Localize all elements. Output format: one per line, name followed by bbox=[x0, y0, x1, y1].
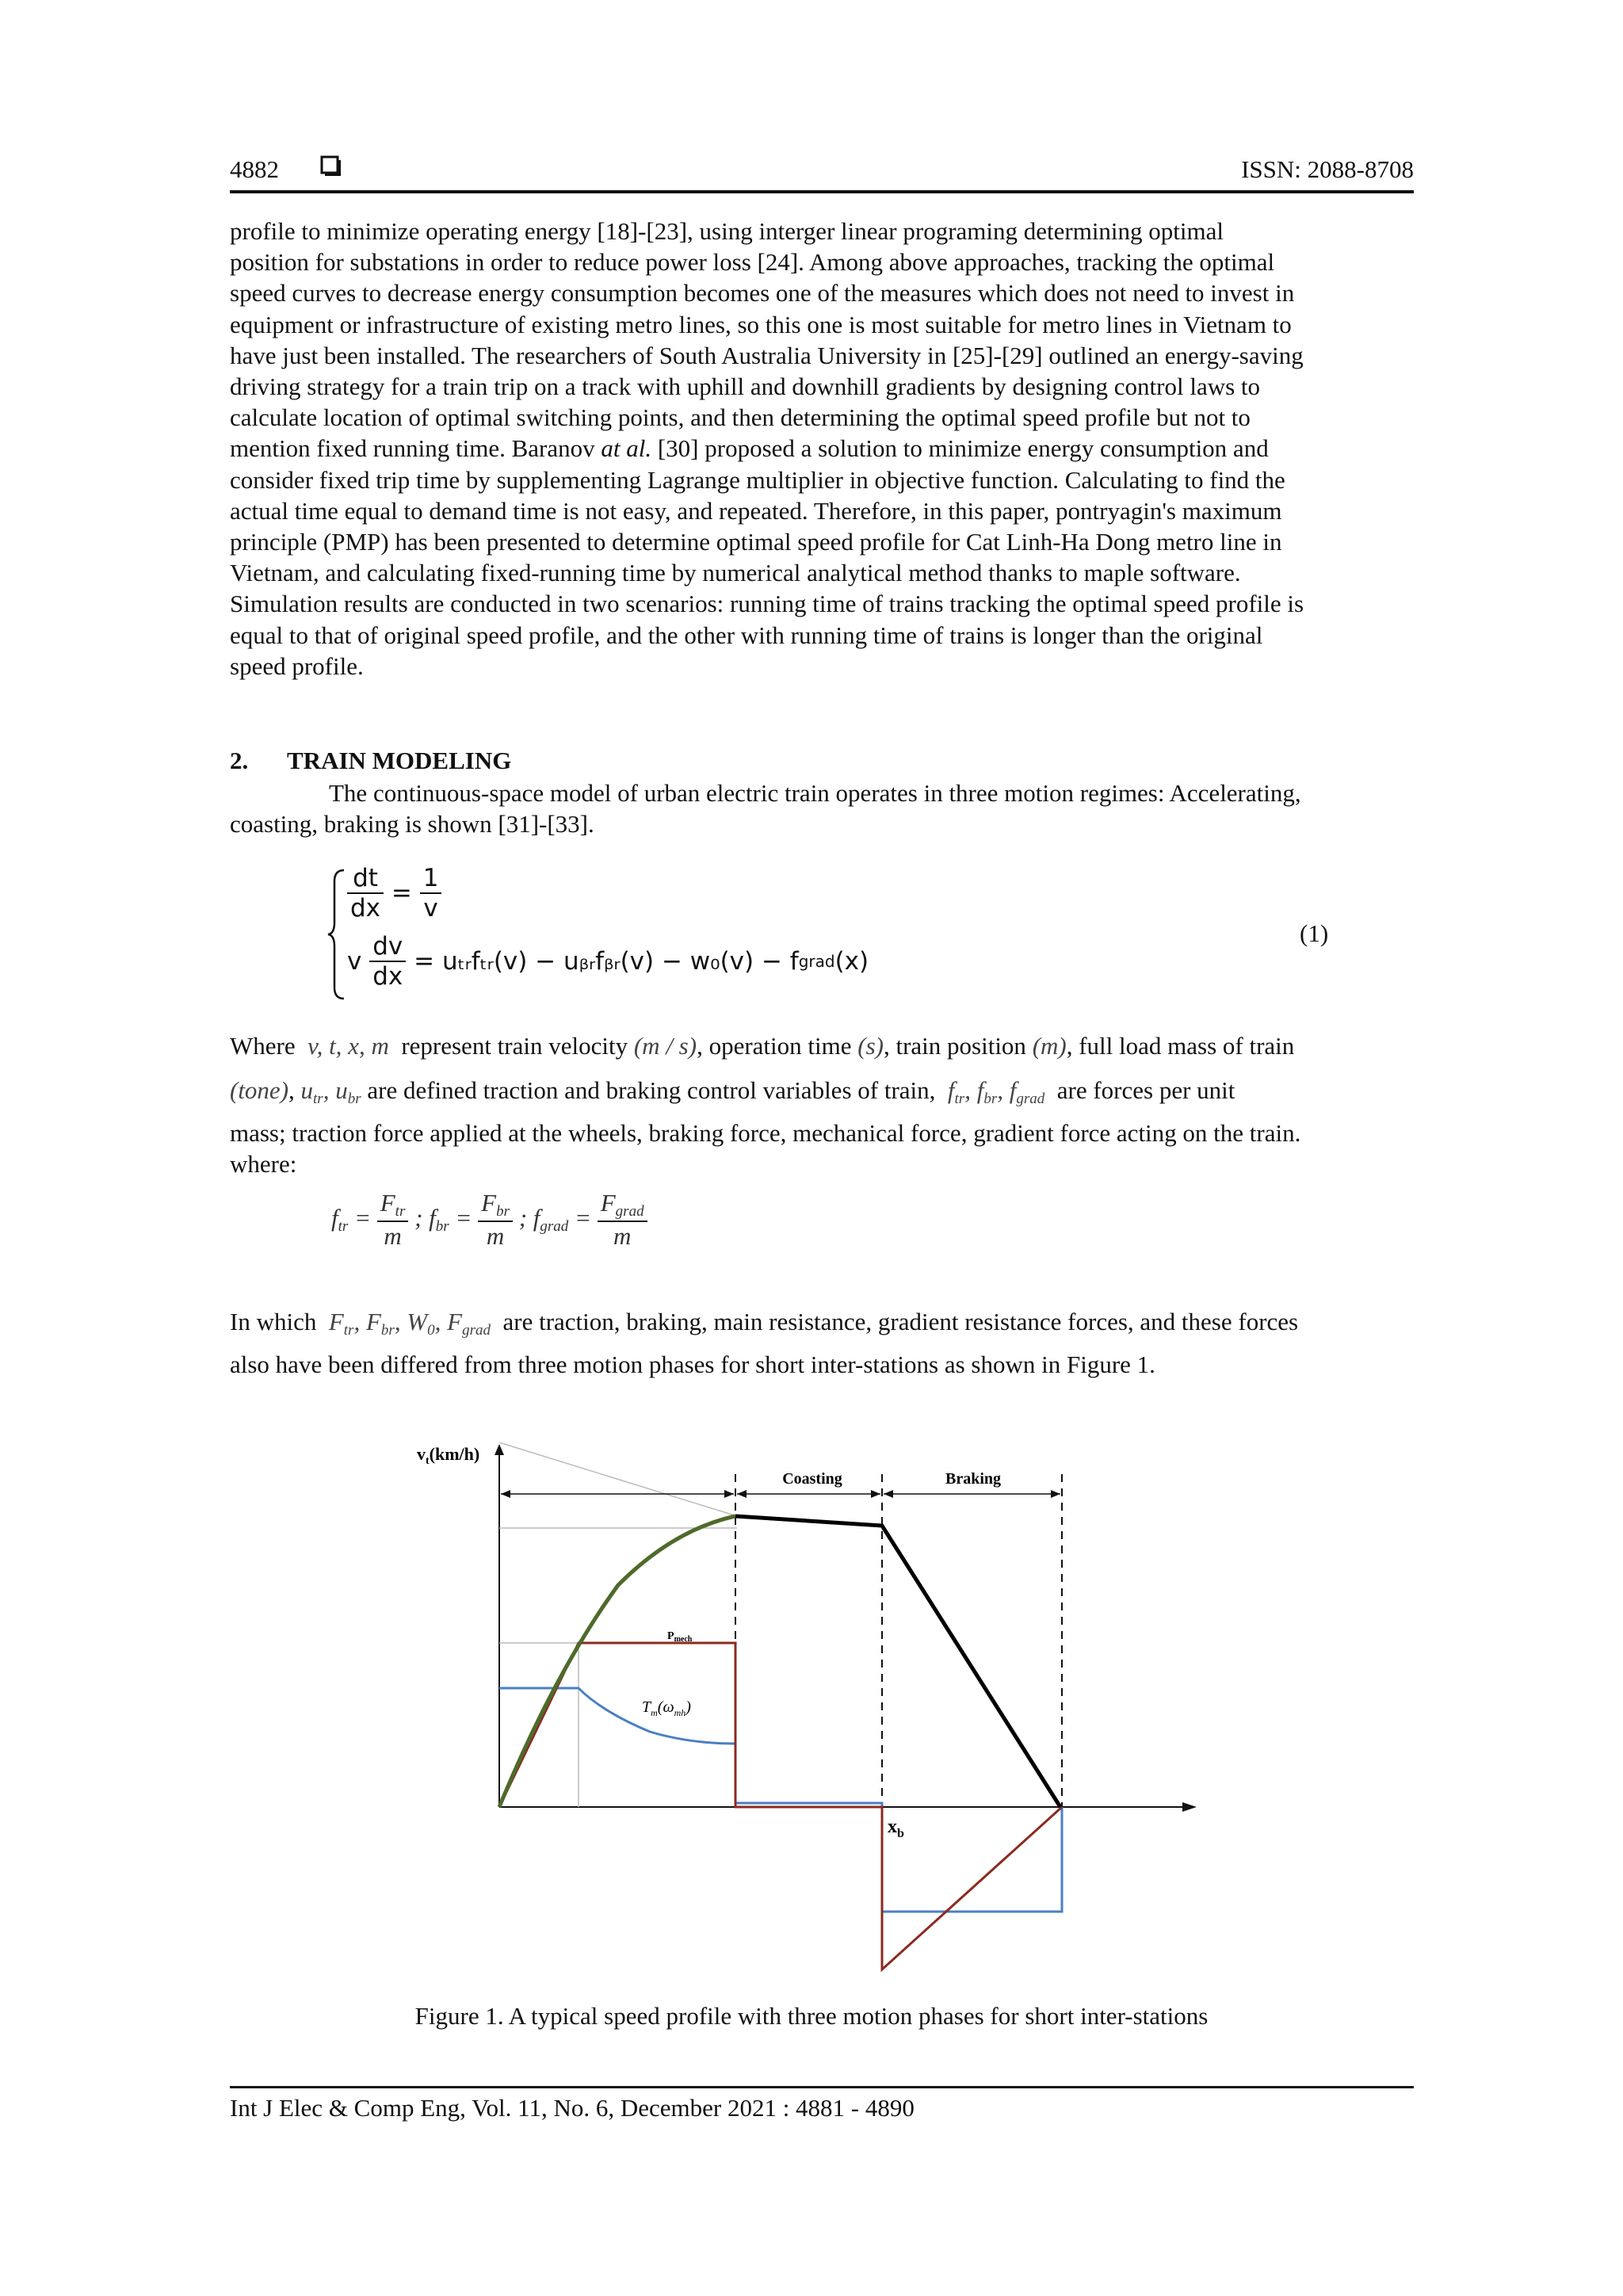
where-line-1 bbox=[230, 1032, 1414, 1060]
text-line: equal to that of original speed profile, and the other with running time of trains is longer than the original bbox=[230, 621, 1263, 649]
box-icon bbox=[320, 155, 342, 184]
eq-den: dx bbox=[372, 962, 403, 991]
text-span: represent train velocity bbox=[401, 1032, 628, 1060]
text-span: are defined traction and braking control variables of train, bbox=[367, 1076, 936, 1104]
math-unit: (s) bbox=[857, 1032, 884, 1060]
text-line: profile to minimize operating energy [18]-[23], using interger linear programing determining optimal bbox=[230, 217, 1224, 245]
equation-label: (1) bbox=[1300, 919, 1329, 947]
math-unit: (tone) bbox=[230, 1076, 289, 1104]
text-line: driving strategy for a train trip on a track with uphill and downhill gradients by designing control laws to bbox=[230, 372, 1261, 401]
text-span: , full load mass of train bbox=[1066, 1032, 1295, 1060]
where-line-4: where: bbox=[230, 1150, 297, 1178]
text-line: position for substations in order to reduce power loss [24]. Among above approaches, tracking the optimal bbox=[230, 248, 1275, 277]
figure-1 bbox=[412, 1442, 1212, 1997]
torque-curve bbox=[499, 1688, 1062, 1912]
torque-label: $T_m(\omega_{mh})$ bbox=[642, 1698, 691, 1718]
xb-label: $x_b$ bbox=[888, 1817, 904, 1840]
page-number: 4882 bbox=[230, 155, 279, 183]
footer-citation: Int J Elec & Comp Eng, Vol. 11, No. 6, December 2021 : 4881 - 4890 bbox=[230, 2094, 915, 2122]
text-span: [30] proposed a solution to minimize energy consumption and bbox=[657, 434, 1269, 463]
section-intro-2 bbox=[230, 808, 1414, 839]
figure-caption: Figure 1. A typical speed profile with three motion phases for short inter-stations bbox=[414, 2002, 1209, 2030]
y-axis-label: $v_t(km/h)$ bbox=[417, 1444, 480, 1467]
section-number: 2. bbox=[230, 747, 249, 774]
text-line: The continuous-space model of urban electric train operates in three motion regimes: Accelerating, bbox=[329, 779, 1301, 807]
text-span: are forces per unit bbox=[1056, 1076, 1235, 1104]
intro-paragraph bbox=[230, 216, 1414, 682]
math-unit: (m) bbox=[1032, 1032, 1067, 1060]
header-rule bbox=[230, 190, 1414, 193]
eq-den: dx bbox=[350, 894, 381, 923]
text-line: coasting, braking is shown [31]-[33]. bbox=[230, 810, 594, 838]
text-line bbox=[230, 433, 1414, 464]
equation-line-2: v $\frac{dv}{dx}$ = uₜᵣfₜᵣ(v) − uᵦᵣfᵦᵣ(v) − w₀(v) − fgrad(x) bbox=[347, 932, 869, 991]
speed-coast-brake-curve bbox=[735, 1516, 1060, 1807]
text-italic: at al. bbox=[601, 434, 652, 463]
in-which-line-1: In which $F_{tr}$, $F_{br}$, $W_0$, $F_{grad}$ are traction, braking, main resistance, gradient resistance forces, and these forces bbox=[230, 1308, 1299, 1339]
in-which-line-2: also have been differed from three motion phases for short inter-stations as shown in Figure 1. bbox=[230, 1350, 1155, 1378]
text-span: are traction, braking, main resistance, gradient resistance forces, and these forces bbox=[502, 1308, 1299, 1335]
text-line: Simulation results are conducted in two scenarios: running time of trains tracking the optimal speed profile is bbox=[230, 590, 1304, 618]
math-vars: v, t, x, m bbox=[307, 1032, 389, 1060]
eq-rhs: = uₜᵣfₜᵣ(v) − uᵦᵣfᵦᵣ(v) − w₀(v) − f bbox=[414, 947, 799, 976]
force-definitions: $f_{tr}$ = $\frac{F_{tr}}{m}$ ; $f_{br}$ = $\frac{F_{br}}{m}$ ; $f_{grad}$ = $\frac{F_{grad}}{m}$ bbox=[331, 1189, 647, 1251]
section-heading bbox=[230, 747, 511, 775]
where-line-2: (tone), $u_{tr}$, $u_{br}$ are defined traction and braking control variables of train, $f_{tr}$, $f_{br}$, $f_{grad}$ are forces per unit bbox=[230, 1076, 1235, 1107]
footer-rule bbox=[230, 2086, 1414, 2088]
where-line-3: mass; traction force applied at the wheels, braking force, mechanical force, gradient force acting on the train. bbox=[230, 1119, 1301, 1147]
text-span: Where bbox=[230, 1032, 296, 1060]
pmech-label: $P_{mech}$ bbox=[667, 1630, 693, 1644]
section-title: TRAIN MODELING bbox=[287, 747, 512, 774]
text-span: , operation time bbox=[697, 1032, 852, 1060]
issn: ISSN: 2088-8708 bbox=[1241, 155, 1414, 183]
eq-num: 1 bbox=[420, 864, 442, 894]
text-line: equipment or infrastructure of existing metro lines, so this one is most suitable for metro lines in Vietnam to bbox=[230, 310, 1292, 338]
brace-icon bbox=[327, 867, 346, 1002]
y-axis-arrow-icon bbox=[495, 1444, 504, 1455]
section-intro bbox=[230, 777, 1414, 808]
text-span: In which bbox=[230, 1308, 317, 1335]
text-span: , train position bbox=[883, 1032, 1026, 1060]
text-line: calculate location of optimal switching points, and then determining the optimal speed profile but not to bbox=[230, 403, 1251, 432]
eq-num: dt bbox=[347, 864, 384, 894]
text-line: Vietnam, and calculating fixed-running time by numerical analytical method thanks to maple software. bbox=[230, 559, 1241, 587]
eq-var: v bbox=[347, 947, 362, 976]
text-line: speed profile. bbox=[230, 651, 364, 680]
text-line: principle (PMP) has been presented to determine optimal speed profile for Cat Linh-Ha Dong metro line in bbox=[230, 528, 1282, 556]
math-unit: (m / s) bbox=[633, 1032, 697, 1060]
eq-num: dv bbox=[369, 932, 406, 962]
x-axis-arrow-icon bbox=[1182, 1802, 1197, 1812]
text-span: mention fixed running time. Baranov bbox=[230, 434, 595, 463]
speed-accel-curve bbox=[499, 1516, 735, 1807]
equation-line-1: $\frac{dt}{dx}$ = $\frac{1}{v}$ bbox=[347, 864, 441, 923]
text-line: have just been installed. The researchers of South Australia University in [25]-[29] outlined an energy-saving bbox=[230, 341, 1304, 369]
coasting-label: Coasting bbox=[782, 1470, 842, 1488]
text-line: actual time equal to demand time is not easy, and repeated. Therefore, in this paper, pontryagin's maximum bbox=[230, 496, 1282, 525]
text-line: consider fixed trip time by supplementing Lagrange multiplier in objective function. Calculating to find the bbox=[230, 465, 1285, 494]
eq-den: v bbox=[423, 894, 438, 923]
text-line: speed curves to decrease energy consumption becomes one of the measures which does not need to invest in bbox=[230, 279, 1295, 308]
braking-label: Braking bbox=[945, 1470, 1002, 1488]
